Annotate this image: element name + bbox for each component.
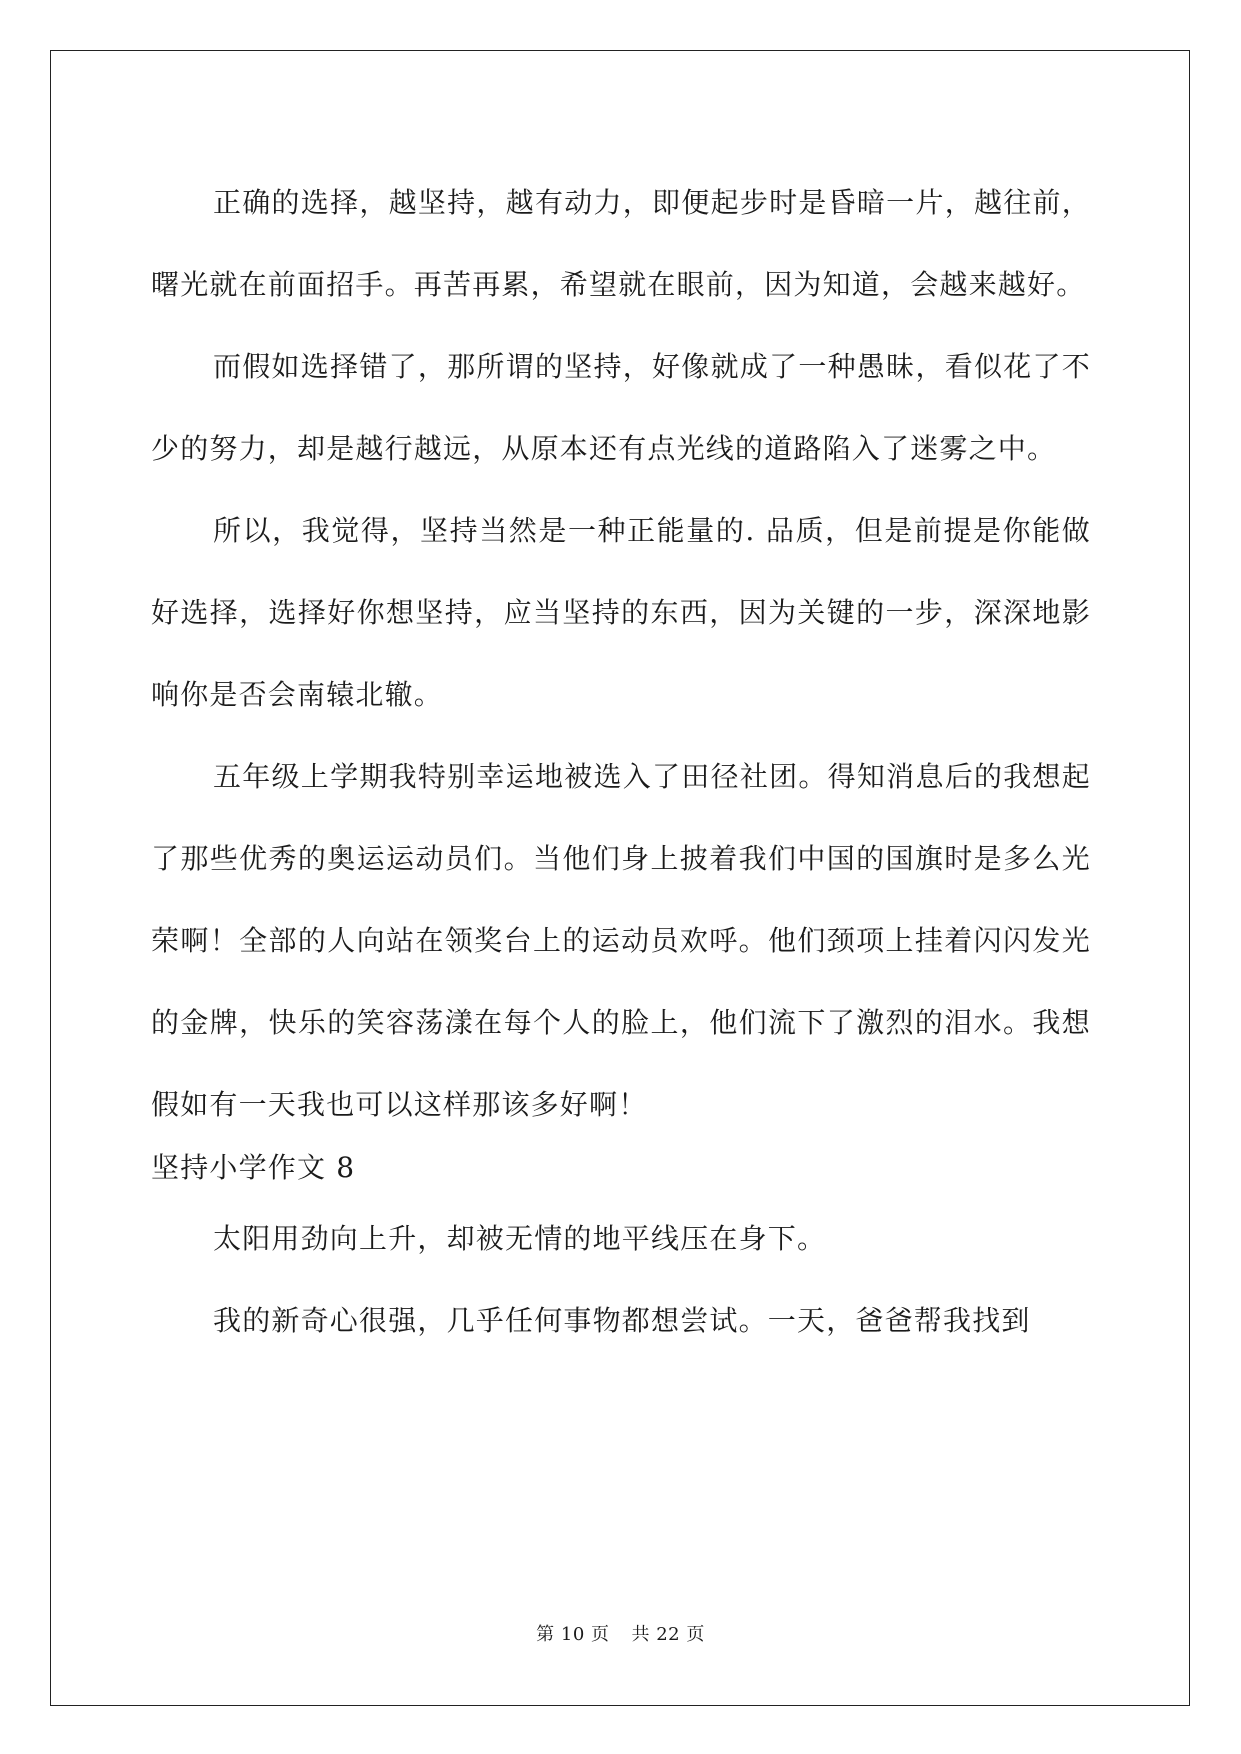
page-number: 第 10 页 [536,1624,610,1645]
section-heading: 坚持小学作文 8 [151,1151,356,1184]
document-body [151,162,1091,1362]
paragraph: 而假如选择错了，那所谓的坚持，好像就成了一种愚昧，看似花了不少的努力，却是越行越远，从原本还有点光线的道路陷入了迷雾之中。 [151,350,1091,465]
page-total: 共 22 页 [631,1624,705,1645]
paragraph: 正确的选择，越坚持，越有动力，即便起步时是昏暗一片，越往前，曙光就在前面招手。再苦再累，希望就在眼前，因为知道，会越来越好。 [151,186,1091,301]
paragraph: 我的新奇心很强，几乎任何事物都想尝试。一天，爸爸帮我找到 [213,1304,1031,1337]
paragraph: 五年级上学期我特别幸运地被选入了田径社团。得知消息后的我想起了那些优秀的奥运运动员们。当他们身上披着我们中国的国旗时是多么光荣啊！全部的人向站在领奖台上的运动员欢呼。他们颈项上挂着闪闪发光的金牌，快乐的笑容荡漾在每个人的脸上，他们流下了激烈的泪水。我想假如有一天我也可以这样那该多好啊！ [151,760,1091,1121]
paragraph: 所以，我觉得，坚持当然是一种正能量的. 品质，但是前提是你能做好选择，选择好你想坚持，应当坚持的东西，因为关键的一步，深深地影响你是否会南辕北辙。 [151,514,1091,711]
paragraph: 太阳用劲向上升，却被无情的地平线压在身下。 [213,1222,827,1255]
page-footer [0,1620,1241,1646]
